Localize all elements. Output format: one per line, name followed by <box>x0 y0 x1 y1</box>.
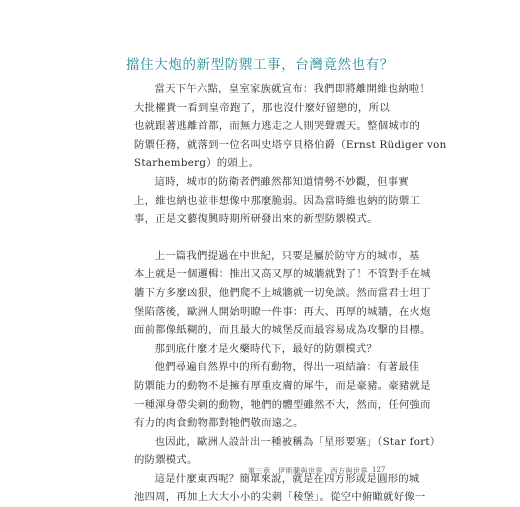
running-footer-chapter: 第三章 伊斯蘭與世界，西方與世界 <box>248 467 368 475</box>
text-line: 本上就是一個邏輯：推出又高又厚的城牆就對了！不管對手在城 <box>134 268 431 281</box>
body-text <box>134 80 447 507</box>
text-line: 牆下方多麼凶狠，他們爬不上城牆就一切免談。然而當君士坦丁 <box>134 286 431 299</box>
text-line: 大批權貴一看到皇帝跑了，那也沒什麼好留戀的，所以 <box>134 101 390 114</box>
paragraph <box>134 433 441 470</box>
paragraph <box>134 358 431 432</box>
text-line: 當天下午六點，皇室家族就宣布：我們即將離開維也納啦！ <box>154 83 431 95</box>
paragraph-gap <box>134 229 390 247</box>
text-line: 防禦任務，就落到一位名叫史塔亨貝格伯爵（Ernst Rüdiger von <box>134 138 447 151</box>
text-line: 一種渾身帶尖刺的動物，牠們的體型雖然不大，然而，任何強而 <box>134 398 431 411</box>
text-line: 有力的肉食動物都對牠們敬而遠之。 <box>134 417 304 430</box>
text-line: 這時，城市的防衛者們雖然都知道情勢不妙觀，但事實 <box>154 175 409 188</box>
paragraph <box>134 340 390 359</box>
section-title: 擋住大炮的新型防禦工事，台灣竟然也有？ <box>126 57 394 73</box>
text-line: 上，維也納也並非想像中那麼脆弱。因為當時維也納的防禦工 <box>134 194 421 207</box>
text-line: 他們尋遍自然界中的所有動物，得出一項結論：有著最佳 <box>154 361 420 374</box>
text-line: 面前都像紙糊的，而且最大的城堡反而最容易成為攻擊的目標。 <box>134 324 431 337</box>
paragraph <box>134 80 447 173</box>
text-line: 的防禦模式。 <box>134 454 198 467</box>
text-line: 也就跟著逃離首都，而無力逃走之人則哭聲震天。整個城市的 <box>134 120 421 133</box>
text-line: 上一篇我們提過在中世紀，只要是屬於防守方的城市，基 <box>154 249 420 262</box>
page-number: 127 <box>372 466 386 474</box>
paragraph <box>134 247 431 340</box>
text-line: Starhemberg）的頭上。 <box>134 157 260 170</box>
paragraph <box>134 173 421 229</box>
text-line: 池四周，再加上大大小小的尖刺「稜堡」。從空中俯瞰就好像一 <box>134 491 426 504</box>
text-line: 那到底什麼才是火藥時代下，最好的防禦模式？ <box>154 342 378 355</box>
text-line: 防禦能力的動物不是擁有厚重皮膚的犀牛，而是豪豬。豪豬就是 <box>134 379 431 392</box>
text-line: 也因此，歐洲人設計出一種被稱為「星形要塞」（Star fort） <box>154 435 441 448</box>
text-line: 堡陷落後，歐洲人開始明瞭一件事：再大、再厚的城牆，在火炮 <box>134 305 431 318</box>
text-line: 這是什麼東西呢？簡單來說，就是在四方形或是圓形的城 <box>154 472 420 485</box>
text-line: 事，正是文藝復興時期所研發出來的新型防禦模式。 <box>134 213 378 226</box>
